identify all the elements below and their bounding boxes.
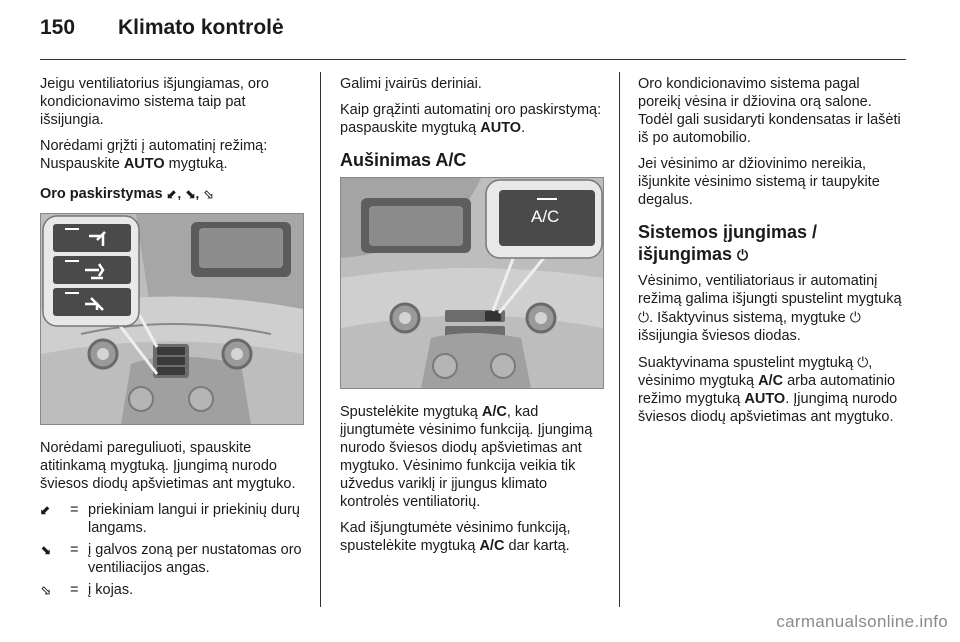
column-1 xyxy=(40,75,306,603)
ac-console-illustration xyxy=(341,178,603,388)
paragraph: Galimi įvairūs deriniai. xyxy=(340,76,482,92)
air-distribution-icons: ⬋, ⬊, ⬂ xyxy=(166,186,214,201)
column-2 xyxy=(340,75,606,563)
paragraph: Spustelėkite mygtuką A/C, kad įjungtumėte vėsinimo funkciją. Įjungimą nurodo šviesos diodų apšvietimas ant mygtuko. Vėsinimo funkcija veikia tik užvedus variklį ir įjungus klimato kontrolės ventiliatorių. xyxy=(340,404,593,510)
column-divider-2 xyxy=(619,72,620,607)
power-icon: ⏻ xyxy=(857,354,869,370)
paragraph: Kad išjungtumėte vėsinimo funkciją, spustelėkite mygtuką A/C dar kartą. xyxy=(340,520,571,554)
air-distribution-controls-image xyxy=(40,213,304,425)
paragraph: Suaktyvinama spustelint mygtuką ⏻, vėsinimo mygtuką A/C arba automatinio režimo mygtuką AUTO. Įjungimą nurodo šviesos diodų apšvietimas ant mygtuko. xyxy=(638,354,898,425)
paragraph: Oro kondicionavimo sistema pagal poreikį vėsina ir džiovina orą salone. Todėl gali susidaryti kondensatas ir lašėti iš po automobilio. xyxy=(638,76,901,146)
ac-button-label: A/C xyxy=(531,207,560,226)
column-3 xyxy=(638,75,906,434)
definition-item: ⬂ = į kojas. xyxy=(40,582,134,598)
header-rule xyxy=(40,59,906,60)
column-divider-1 xyxy=(320,72,321,607)
definition-item: ⬋ = priekiniam langui ir priekinių durų langams. xyxy=(40,502,300,536)
ac-button-image xyxy=(340,177,604,389)
footwell-icon: ⬂ xyxy=(40,582,51,597)
console-illustration xyxy=(41,214,303,424)
windscreen-icon: ⬋ xyxy=(40,502,51,517)
section-heading-sistemos-ijungimas: Sistemos įjungimas / išjungimas ⏻ xyxy=(638,222,818,264)
head-area-icon: ⬊ xyxy=(40,542,51,557)
section-heading-ausinimas: Aušinimas A/C xyxy=(340,150,467,170)
power-icon: ⏻ xyxy=(737,247,749,263)
paragraph: Jeigu ventiliatorius išjungiamas, oro kondicionavimo sistema taip pat išsijungia. xyxy=(40,76,269,128)
section-heading-oro-paskirstymas: Oro paskirstymas ⬋, ⬊, ⬂ xyxy=(40,186,214,202)
paragraph: Jei vėsinimo ar džiovinimo nereikia, išjunkite vėsinimo sistemą ir taupykite degalus. xyxy=(638,156,880,208)
definition-list xyxy=(40,501,306,599)
page-title: Klimato kontrolė xyxy=(118,16,284,39)
page-number: 150 xyxy=(40,16,76,39)
paragraph: Norėdami pareguliuoti, spauskite atitinkamą mygtuką. Įjungimą nurodo šviesos diodų apšvietimas ant mygtuko. xyxy=(40,440,296,492)
power-icon: ⏻ xyxy=(638,309,650,325)
paragraph: Kaip grąžinti automatinį oro paskirstymą: paspauskite mygtuką AUTO. xyxy=(340,102,602,136)
paragraph: Norėdami grįžti į automatinį režimą: Nuspauskite AUTO mygtuką. xyxy=(40,138,268,172)
paragraph: Vėsinimo, ventiliatoriaus ir automatinį režimą galima išjungti spustelint mygtuką ⏻. Išaktyvinus sistemą, mygtuke ⏻ išsijungia šviesos diodas. xyxy=(638,273,902,344)
power-icon: ⏻ xyxy=(849,309,861,325)
definition-item: ⬊ = į galvos zoną per nustatomas oro ventiliacijos angas. xyxy=(40,542,302,576)
watermark: carmanualsonline.info xyxy=(776,612,948,631)
